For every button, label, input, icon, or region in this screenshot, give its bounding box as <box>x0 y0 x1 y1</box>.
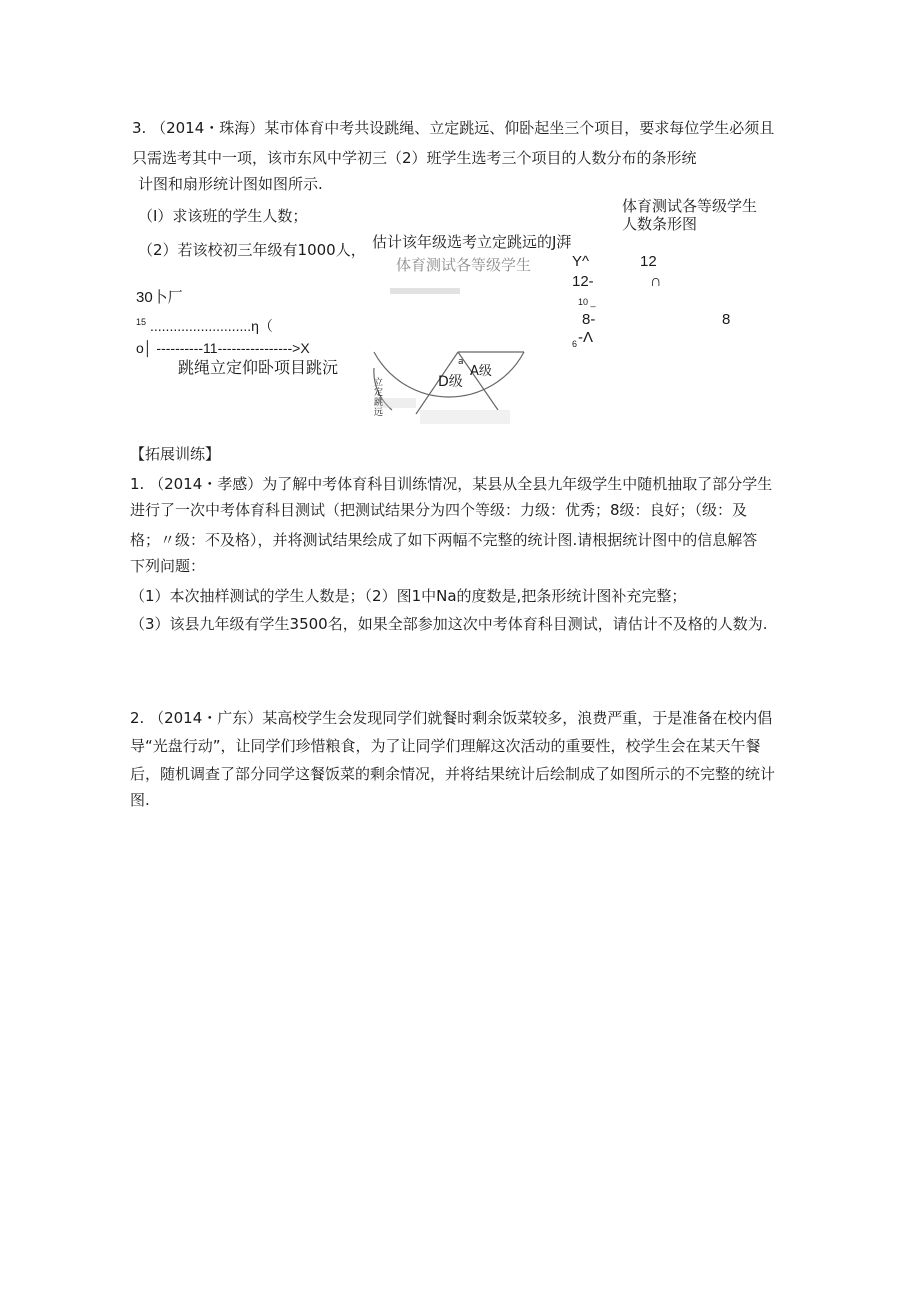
problem3-line3: 计图和扇形统计图如图所示. <box>138 175 323 193</box>
pie-label-a: A级 <box>470 364 492 379</box>
extension-p1-line3: 格；〃级：不及格），并将测试结果绘成了如下两幅不完整的统计图.请根据统计图中的信息解答 <box>130 531 758 549</box>
problem3-question2: （2）若该校初三年级有1000人， <box>138 241 366 259</box>
problem3-question1: （I）求该班的学生人数； <box>138 207 308 225</box>
right-chart-tick-12: 12- <box>572 273 594 290</box>
left-chart-dotted-line: ..........................η（ <box>150 318 273 334</box>
extension-p1-line1: 1. （2014・孝感）为了解中考体育科目训练情况，某县从全县九年级学生中随机抽取了部分学生 <box>130 475 773 493</box>
problem3-line2: 只需选考其中一项，该市东风中学初三（2）班学生选考三个项目的人数分布的条形统 <box>132 149 697 167</box>
blur-noise <box>376 288 510 424</box>
right-chart-tick-10: 10 _ <box>578 297 596 307</box>
right-chart-tick-8: 8- <box>582 311 596 328</box>
bar-chart-title-line1: 体育测试各等级学生 <box>622 197 758 215</box>
right-chart-label-12-top: 12 <box>640 253 657 270</box>
left-chart-label-30: 30卜厂 <box>136 289 183 306</box>
problem3-question2-tail: 估计该年级选考立定跳远的J湃 <box>372 233 572 251</box>
extension-p2-line2: 导“光盘行动”，让同学们珍惜粮食，为了让同学们理解这次活动的重要性，校学生会在某天午餐 <box>130 737 761 755</box>
extension-heading: 【拓展训练】 <box>130 445 221 463</box>
extension-p1-line4: 下列问题： <box>130 557 206 575</box>
right-chart-y-arrow: Y^ <box>572 253 590 270</box>
right-chart-bar-top-symbol: ∩ <box>650 273 662 290</box>
garbled-overlap-text: 体育测试各等级学生 <box>396 256 532 274</box>
extension-p1-line2: 进行了一次中考体育科目测试（把测试结果分为四个等级：力级：优秀；8级：良好；（级：及 <box>130 501 748 519</box>
extension-p2-line3: 后，随机调查了部分同学这餐饭菜的剩余情况，并将结果统计后绘制成了如图所示的不完整的统计 <box>130 765 776 783</box>
extension-p1-question3: （3）该县九年级有学生3500名，如果全部参加这次中考体育科目测试，请估计不及格的人数为. <box>130 615 768 633</box>
left-chart-categories: 跳绳立定仰卧项目跳沅 <box>178 358 339 377</box>
right-chart-label-8-right: 8 <box>722 311 731 328</box>
left-chart-label-15: 15 <box>136 317 147 327</box>
pie-label-d: D级 <box>438 374 463 390</box>
extension-p2-line4: 图. <box>130 791 150 809</box>
pie-label-left: 立定跳远 <box>374 378 384 418</box>
bar-chart-title-line2: 人数条形图 <box>622 215 698 233</box>
extension-p1-question1-2: （1）本次抽样测试的学生人数是；（2）图1中Na的度数是,把条形统计图补充完整； <box>130 587 687 605</box>
extension-p2-line1: 2. （2014・广东）某高校学生会发现同学们就餐时剩余饭菜较多，浪费严重，于是准备在校内倡 <box>130 709 773 727</box>
left-chart-x-axis: o│ ----------11---------------->X <box>136 340 310 356</box>
problem3-line1: 3. （2014・珠海）某市体育中考共设跳绳、立定跳远、仰卧起坐三个项目，要求每位学生必须且 <box>132 119 775 137</box>
pie-chart-fragment <box>340 270 540 430</box>
pie-angle-label: a <box>458 357 464 367</box>
right-chart-tick-6: 6 <box>572 339 578 349</box>
right-chart-tick-6-mark: -Λ <box>578 329 594 346</box>
